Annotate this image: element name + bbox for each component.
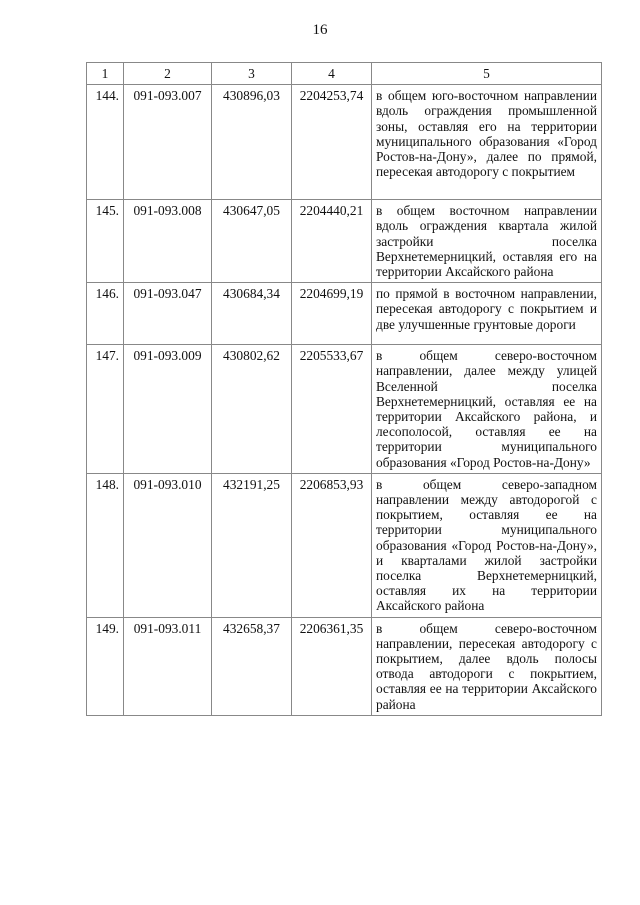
coordinate-y: 2206361,35	[292, 617, 372, 715]
boundary-description: в общем восточном направлении вдоль ограждения квартала жилой застройки поселка Верхнетемерницкий, оставляя его на территории Аксайского района	[372, 200, 602, 283]
coordinate-y: 2204253,74	[292, 85, 372, 200]
point-code: 091-093.009	[124, 345, 212, 474]
boundary-description: в общем северо-западном направлении между автодорогой с покрытием, оставляя ее на территории муниципального образования «Город Ростов-на-Дону», и кварталами жилой застройки поселка Верхнетемерницкий, оставляя их на территории Аксайского района	[372, 473, 602, 617]
coordinate-x: 430802,62	[212, 345, 292, 474]
column-header: 5	[372, 63, 602, 85]
point-code: 091-093.008	[124, 200, 212, 283]
table-row	[87, 85, 602, 200]
column-header: 3	[212, 63, 292, 85]
column-header: 4	[292, 63, 372, 85]
boundary-description: по прямой в восточном направлении, пересекая автодорогу с покрытием и две улучшенные грунтовые дороги	[372, 283, 602, 345]
point-code: 091-093.007	[124, 85, 212, 200]
coordinate-y: 2206853,93	[292, 473, 372, 617]
point-code: 091-093.047	[124, 283, 212, 345]
row-number: 144.	[87, 85, 124, 200]
point-code: 091-093.010	[124, 473, 212, 617]
boundary-points-table	[86, 62, 602, 716]
table-row	[87, 345, 602, 474]
table-row	[87, 617, 602, 715]
row-number: 147.	[87, 345, 124, 474]
point-code: 091-093.011	[124, 617, 212, 715]
coordinate-y: 2204440,21	[292, 200, 372, 283]
row-number: 146.	[87, 283, 124, 345]
column-header: 1	[87, 63, 124, 85]
coordinate-x: 432191,25	[212, 473, 292, 617]
coordinate-y: 2205533,67	[292, 345, 372, 474]
row-number: 148.	[87, 473, 124, 617]
coordinate-x: 430896,03	[212, 85, 292, 200]
coordinate-y: 2204699,19	[292, 283, 372, 345]
boundary-description: в общем юго-восточном направлении вдоль ограждения промышленной зоны, оставляя его на территории муниципального образования «Город Ростов-на-Дону», далее по прямой, пересекая автодорогу с покрытием	[372, 85, 602, 200]
row-number: 149.	[87, 617, 124, 715]
boundary-description: в общем северо-восточном направлении, далее между улицей Вселенной поселка Верхнетемерницкий, оставляя ее на территории Аксайского района, и лесополосой, оставляя ее на территории муниципального образования «Город Ростов-на-Дону»	[372, 345, 602, 474]
table-row	[87, 473, 602, 617]
coordinate-x: 432658,37	[212, 617, 292, 715]
coordinate-x: 430647,05	[212, 200, 292, 283]
table-row	[87, 200, 602, 283]
page-number: 16	[312, 22, 328, 38]
boundary-description: в общем северо-восточном направлении, пересекая автодорогу с покрытием, далее вдоль полосы отвода автодороги с покрытием, оставляя ее на территории Аксайского района	[372, 617, 602, 715]
table-row	[87, 283, 602, 345]
table-header-row	[87, 63, 602, 85]
row-number: 145.	[87, 200, 124, 283]
coordinate-x: 430684,34	[212, 283, 292, 345]
column-header: 2	[124, 63, 212, 85]
